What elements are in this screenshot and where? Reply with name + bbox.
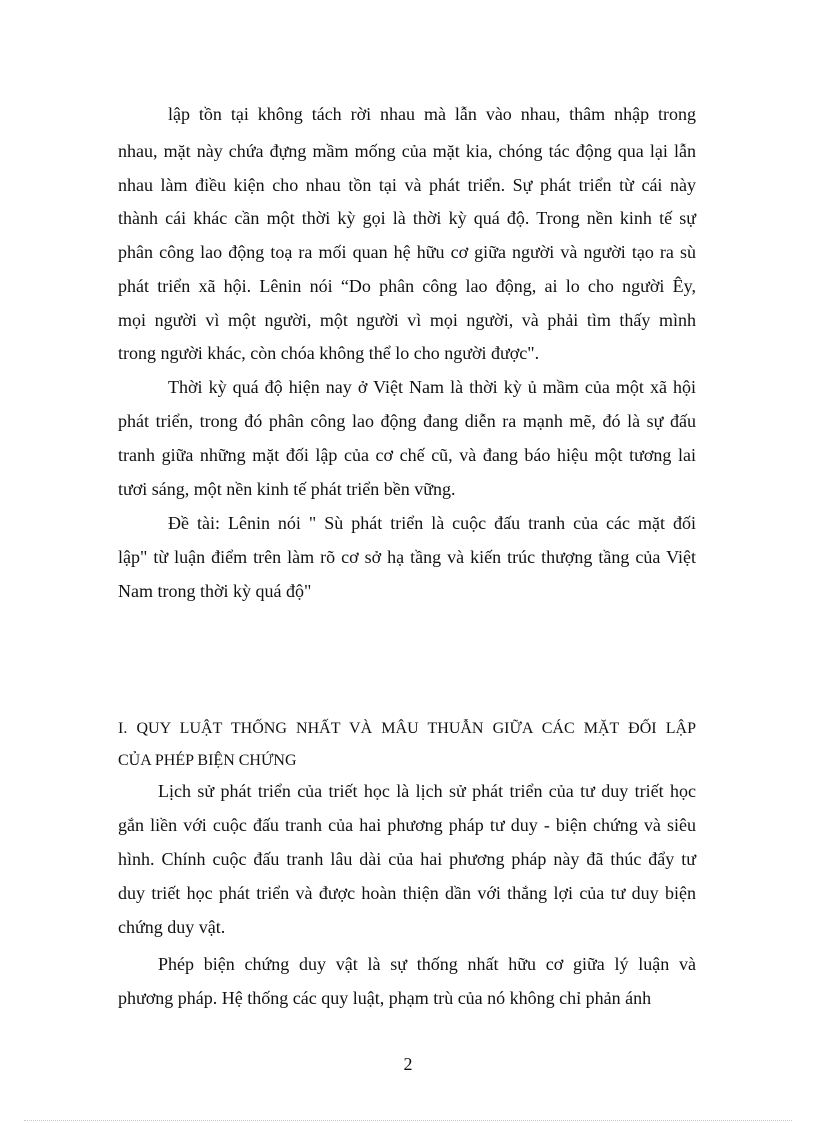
text-line: phát triển xã hội. Lênin nói “Do phân công lao động, ai lo cho người Êy, bbox=[118, 276, 696, 296]
text-line: mọi người vì một người, một người vì mọi người, và phải tìm thấy mình bbox=[118, 310, 696, 330]
text-line: gắn liền với cuộc đấu tranh của hai phương pháp tư duy - biện chứng và siêu bbox=[118, 815, 696, 835]
text-line: Đề tài: Lênin nói " Sù phát triển là cuộc đấu tranh của các mặt đối bbox=[168, 513, 696, 533]
text-line: Phép biện chứng duy vật là sự thống nhất hữu cơ giữa lý luận và bbox=[158, 954, 696, 974]
text-line: tươi sáng, một nền kinh tế phát triển bền vững. bbox=[118, 479, 456, 499]
text-line: chứng duy vật. bbox=[118, 917, 226, 937]
text-line: trong người khác, còn chóa không thể lo cho người được". bbox=[118, 343, 540, 363]
text-line: nhau, mặt này chứa đựng mầm mống của mặt kia, chóng tác động qua lại lẫn bbox=[118, 141, 696, 161]
heading-line: CỦA PHÉP BIỆN CHỨNG bbox=[118, 752, 297, 769]
text-line: nhau làm điều kiện cho nhau tồn tại và phát triển. Sự phát triển từ cái này bbox=[118, 175, 696, 195]
text-line: duy triết học phát triển và được hoàn thiện dần với thắng lợi của tư duy biện bbox=[118, 883, 696, 903]
text-line: tranh giữa những mặt đối lập của cơ chế cũ, và đang báo hiệu một tương lai bbox=[118, 445, 696, 465]
text-line: phương pháp. Hệ thống các quy luật, phạm trù của nó không chỉ phản ánh bbox=[118, 988, 652, 1008]
text-line: phát triển, trong đó phân công lao động đang diễn ra mạnh mẽ, đó là sự đấu bbox=[118, 411, 696, 431]
text-line: Thời kỳ quá độ hiện nay ở Việt Nam là thời kỳ ủ mầm của một xã hội bbox=[168, 377, 696, 397]
text-line: lập" từ luận điểm trên làm rõ cơ sở hạ tầng và kiến trúc thượng tầng của Việt bbox=[118, 547, 696, 567]
text-line: thành cái khác cần một thời kỳ gọi là thời kỳ quá độ. Trong nền kinh tế sự bbox=[118, 208, 696, 228]
page-bottom-divider bbox=[24, 1120, 792, 1121]
page-number: 2 bbox=[403, 1054, 413, 1074]
text-line: Nam trong thời kỳ quá độ" bbox=[118, 581, 312, 601]
heading-line: I. QUY LUẬT THỐNG NHẤT VÀ MÂU THUẪN GIỮA CÁC MẶT ĐỐI LẬP bbox=[118, 720, 696, 737]
text-line: hình. Chính cuộc đấu tranh lâu dài của hai phương pháp này đã thúc đẩy tư bbox=[118, 849, 696, 869]
text-line: lập tồn tại không tách rời nhau mà lẫn vào nhau, thâm nhập trong bbox=[168, 104, 696, 124]
text-line: Lịch sử phát triển của triết học là lịch sử phát triển của tư duy triết học bbox=[158, 781, 696, 801]
text-line: phân công lao động toạ ra mối quan hệ hữu cơ giữa người và người tạo ra sù bbox=[118, 242, 696, 262]
